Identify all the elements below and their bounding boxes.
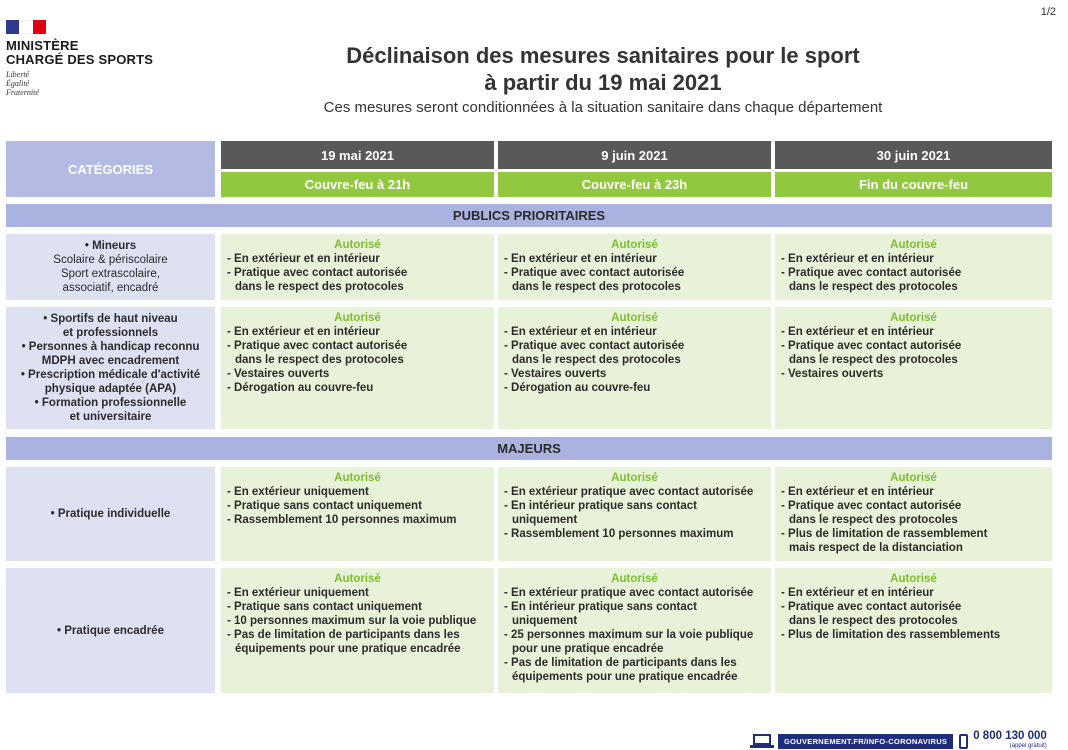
category-line: • Personnes à handicap reconnu: [21, 341, 200, 353]
measure-item: pour une pratique encadrée: [512, 643, 664, 655]
measure-item: dans le respect des protocoles: [235, 354, 404, 366]
category-line: • Pratique individuelle: [50, 508, 171, 520]
cell-individual-19mai: [221, 467, 494, 561]
measure-item: - En extérieur et en intérieur: [227, 326, 380, 338]
category-individual-practice: [6, 467, 215, 561]
measure-item: - Dérogation au couvre-feu: [227, 382, 374, 394]
measure-item: - Vestaires ouverts: [504, 368, 607, 380]
gov-info-url[interactable]: GOUVERNEMENT.FR/INFO-CORONAVIRUS: [778, 734, 953, 749]
measure-item: - En extérieur pratique avec contact autorisée: [504, 486, 754, 498]
measure-item: - 10 personnes maximum sur la voie publique: [227, 615, 477, 627]
cell-supervised-9juin: [498, 568, 771, 693]
authorized-label: Autorisé: [334, 573, 381, 585]
category-line: et universitaire: [69, 411, 152, 423]
category-supervised-practice: [6, 568, 215, 693]
measure-item: - En extérieur et en intérieur: [504, 253, 657, 265]
authorized-label: Autorisé: [611, 312, 658, 324]
curfew-header-1: Couvre-feu à 21h: [221, 172, 494, 197]
measure-item: - Pratique avec contact autorisée: [227, 267, 408, 279]
measure-item: - En extérieur et en intérieur: [781, 253, 934, 265]
category-line: • Mineurs: [84, 240, 137, 252]
measure-item: dans le respect des protocoles: [789, 615, 958, 627]
category-athletes-disability-apa-training: [6, 307, 215, 429]
measure-item: - Plus de limitation des rassemblements: [781, 629, 1001, 641]
phone-info: [973, 731, 1047, 750]
measure-item: - Vestaires ouverts: [227, 368, 330, 380]
ministry-name-line1: MINISTÈRE: [6, 38, 79, 53]
category-line: physique adaptée (APA): [44, 383, 177, 395]
measure-item: équipements pour une pratique encadrée: [235, 643, 461, 655]
cell-supervised-19mai: [221, 568, 494, 693]
measure-item: - Pratique avec contact autorisée: [781, 267, 962, 279]
laptop-icon: [750, 734, 774, 748]
footer-contact: [750, 731, 1047, 750]
authorized-label: Autorisé: [334, 239, 381, 251]
measure-item: - Pratique sans contact uniquement: [227, 500, 422, 512]
category-line: MDPH avec encadrement: [41, 355, 180, 367]
cell-athletes-9juin: [498, 307, 771, 429]
measure-item: - Pratique avec contact autorisée: [781, 500, 962, 512]
authorized-label: Autorisé: [890, 239, 937, 251]
measure-item: dans le respect des protocoles: [512, 354, 681, 366]
authorized-label: Autorisé: [334, 472, 381, 484]
cell-athletes-19mai: [221, 307, 494, 429]
ministry-name-line2: CHARGÉ DES SPORTS: [6, 52, 154, 67]
category-minors: [6, 234, 215, 300]
measure-item: - Vestaires ouverts: [781, 368, 884, 380]
category-line: • Formation professionnelle: [34, 397, 187, 409]
measure-item: - En extérieur uniquement: [227, 486, 369, 498]
measure-item: - En intérieur pratique sans contact: [504, 601, 697, 613]
date-header-1: 19 mai 2021: [221, 141, 494, 169]
measure-item: - Pas de limitation de participants dans les: [227, 629, 460, 641]
category-line: Scolaire & périscolaire: [53, 254, 168, 266]
measure-item: - Pratique avec contact autorisée: [504, 340, 685, 352]
authorized-label: Autorisé: [334, 312, 381, 324]
curfew-header-3: Fin du couvre-feu: [775, 172, 1052, 197]
measure-item: dans le respect des protocoles: [789, 281, 958, 293]
measure-item: dans le respect des protocoles: [235, 281, 404, 293]
measure-item: - Dérogation au couvre-feu: [504, 382, 651, 394]
measure-item: - Rassemblement 10 personnes maximum: [227, 514, 457, 526]
motto-fraternite: Fraternité: [6, 88, 39, 97]
page-number: 1/2: [1040, 6, 1056, 18]
measure-item: - Pas de limitation de participants dans les: [504, 657, 737, 669]
cell-athletes-30juin: [775, 307, 1052, 429]
page-title-line1: Déclinaison des mesures sanitaires pour le sport: [346, 43, 860, 68]
measure-item: - Pratique sans contact uniquement: [227, 601, 422, 613]
authorized-label: Autorisé: [611, 573, 658, 585]
measure-item: - En extérieur pratique avec contact autorisée: [504, 587, 754, 599]
measure-item: mais respect de la distanciation: [789, 542, 963, 554]
curfew-header-2: Couvre-feu à 23h: [498, 172, 771, 197]
measure-item: - Plus de limitation de rassemblement: [781, 528, 988, 540]
measure-item: - 25 personnes maximum sur la voie publique: [504, 629, 754, 641]
measure-item: dans le respect des protocoles: [789, 514, 958, 526]
measure-item: - En extérieur et en intérieur: [781, 587, 934, 599]
measure-item: - Pratique avec contact autorisée: [781, 601, 962, 613]
motto: [6, 70, 196, 97]
page-subtitle: Ces mesures seront conditionnées à la situation sanitaire dans chaque département: [323, 99, 883, 116]
authorized-label: Autorisé: [890, 573, 937, 585]
category-line: • Sportifs de haut niveau: [43, 313, 178, 325]
cell-individual-9juin: [498, 467, 771, 561]
measure-item: dans le respect des protocoles: [512, 281, 681, 293]
date-header-2: 9 juin 2021: [498, 141, 771, 169]
cell-minors-30juin: [775, 234, 1052, 300]
category-line: associatif, encadré: [62, 282, 159, 294]
measure-item: - En extérieur et en intérieur: [504, 326, 657, 338]
category-line: • Prescription médicale d'activité: [20, 369, 201, 381]
measure-item: - Rassemblement 10 personnes maximum: [504, 528, 734, 540]
page-title: [200, 42, 1006, 96]
page-title-line2: à partir du 19 mai 2021: [484, 70, 722, 95]
category-line: Sport extrascolaire,: [60, 268, 161, 280]
motto-liberte: Liberté: [6, 70, 30, 79]
section-priority-publics: PUBLICS PRIORITAIRES: [6, 204, 1052, 227]
cell-supervised-30juin: [775, 568, 1052, 693]
authorized-label: Autorisé: [611, 472, 658, 484]
phone-note: (appel gratuit): [1009, 743, 1047, 749]
measure-item: équipements pour une pratique encadrée: [512, 671, 738, 683]
french-flag-icon: [6, 20, 46, 34]
authorized-label: Autorisé: [890, 312, 937, 324]
measure-item: - Pratique avec contact autorisée: [227, 340, 408, 352]
measure-item: - En extérieur et en intérieur: [781, 486, 934, 498]
authorized-label: Autorisé: [890, 472, 937, 484]
measure-item: - En extérieur et en intérieur: [227, 253, 380, 265]
section-adults: MAJEURS: [6, 437, 1052, 460]
measure-item: uniquement: [512, 514, 578, 526]
category-line: et professionnels: [62, 327, 159, 339]
cell-minors-9juin: [498, 234, 771, 300]
measure-item: - Pratique avec contact autorisée: [781, 340, 962, 352]
measure-item: - Pratique avec contact autorisée: [504, 267, 685, 279]
phone-icon: [959, 734, 968, 749]
cell-minors-19mai: [221, 234, 494, 300]
category-line: • Pratique encadrée: [57, 624, 164, 637]
measure-item: - En extérieur uniquement: [227, 587, 369, 599]
authorized-label: Autorisé: [611, 239, 658, 251]
measure-item: uniquement: [512, 615, 578, 627]
phone-number[interactable]: 0 800 130 000: [973, 730, 1047, 742]
measure-item: - En extérieur et en intérieur: [781, 326, 934, 338]
measure-item: - En intérieur pratique sans contact: [504, 500, 697, 512]
categories-header: CATÉGORIES: [6, 141, 215, 197]
motto-egalite: Égalité: [6, 79, 30, 88]
ministry-logo: [6, 20, 196, 97]
cell-individual-30juin: [775, 467, 1052, 561]
measure-item: dans le respect des protocoles: [789, 354, 958, 366]
date-header-3: 30 juin 2021: [775, 141, 1052, 169]
